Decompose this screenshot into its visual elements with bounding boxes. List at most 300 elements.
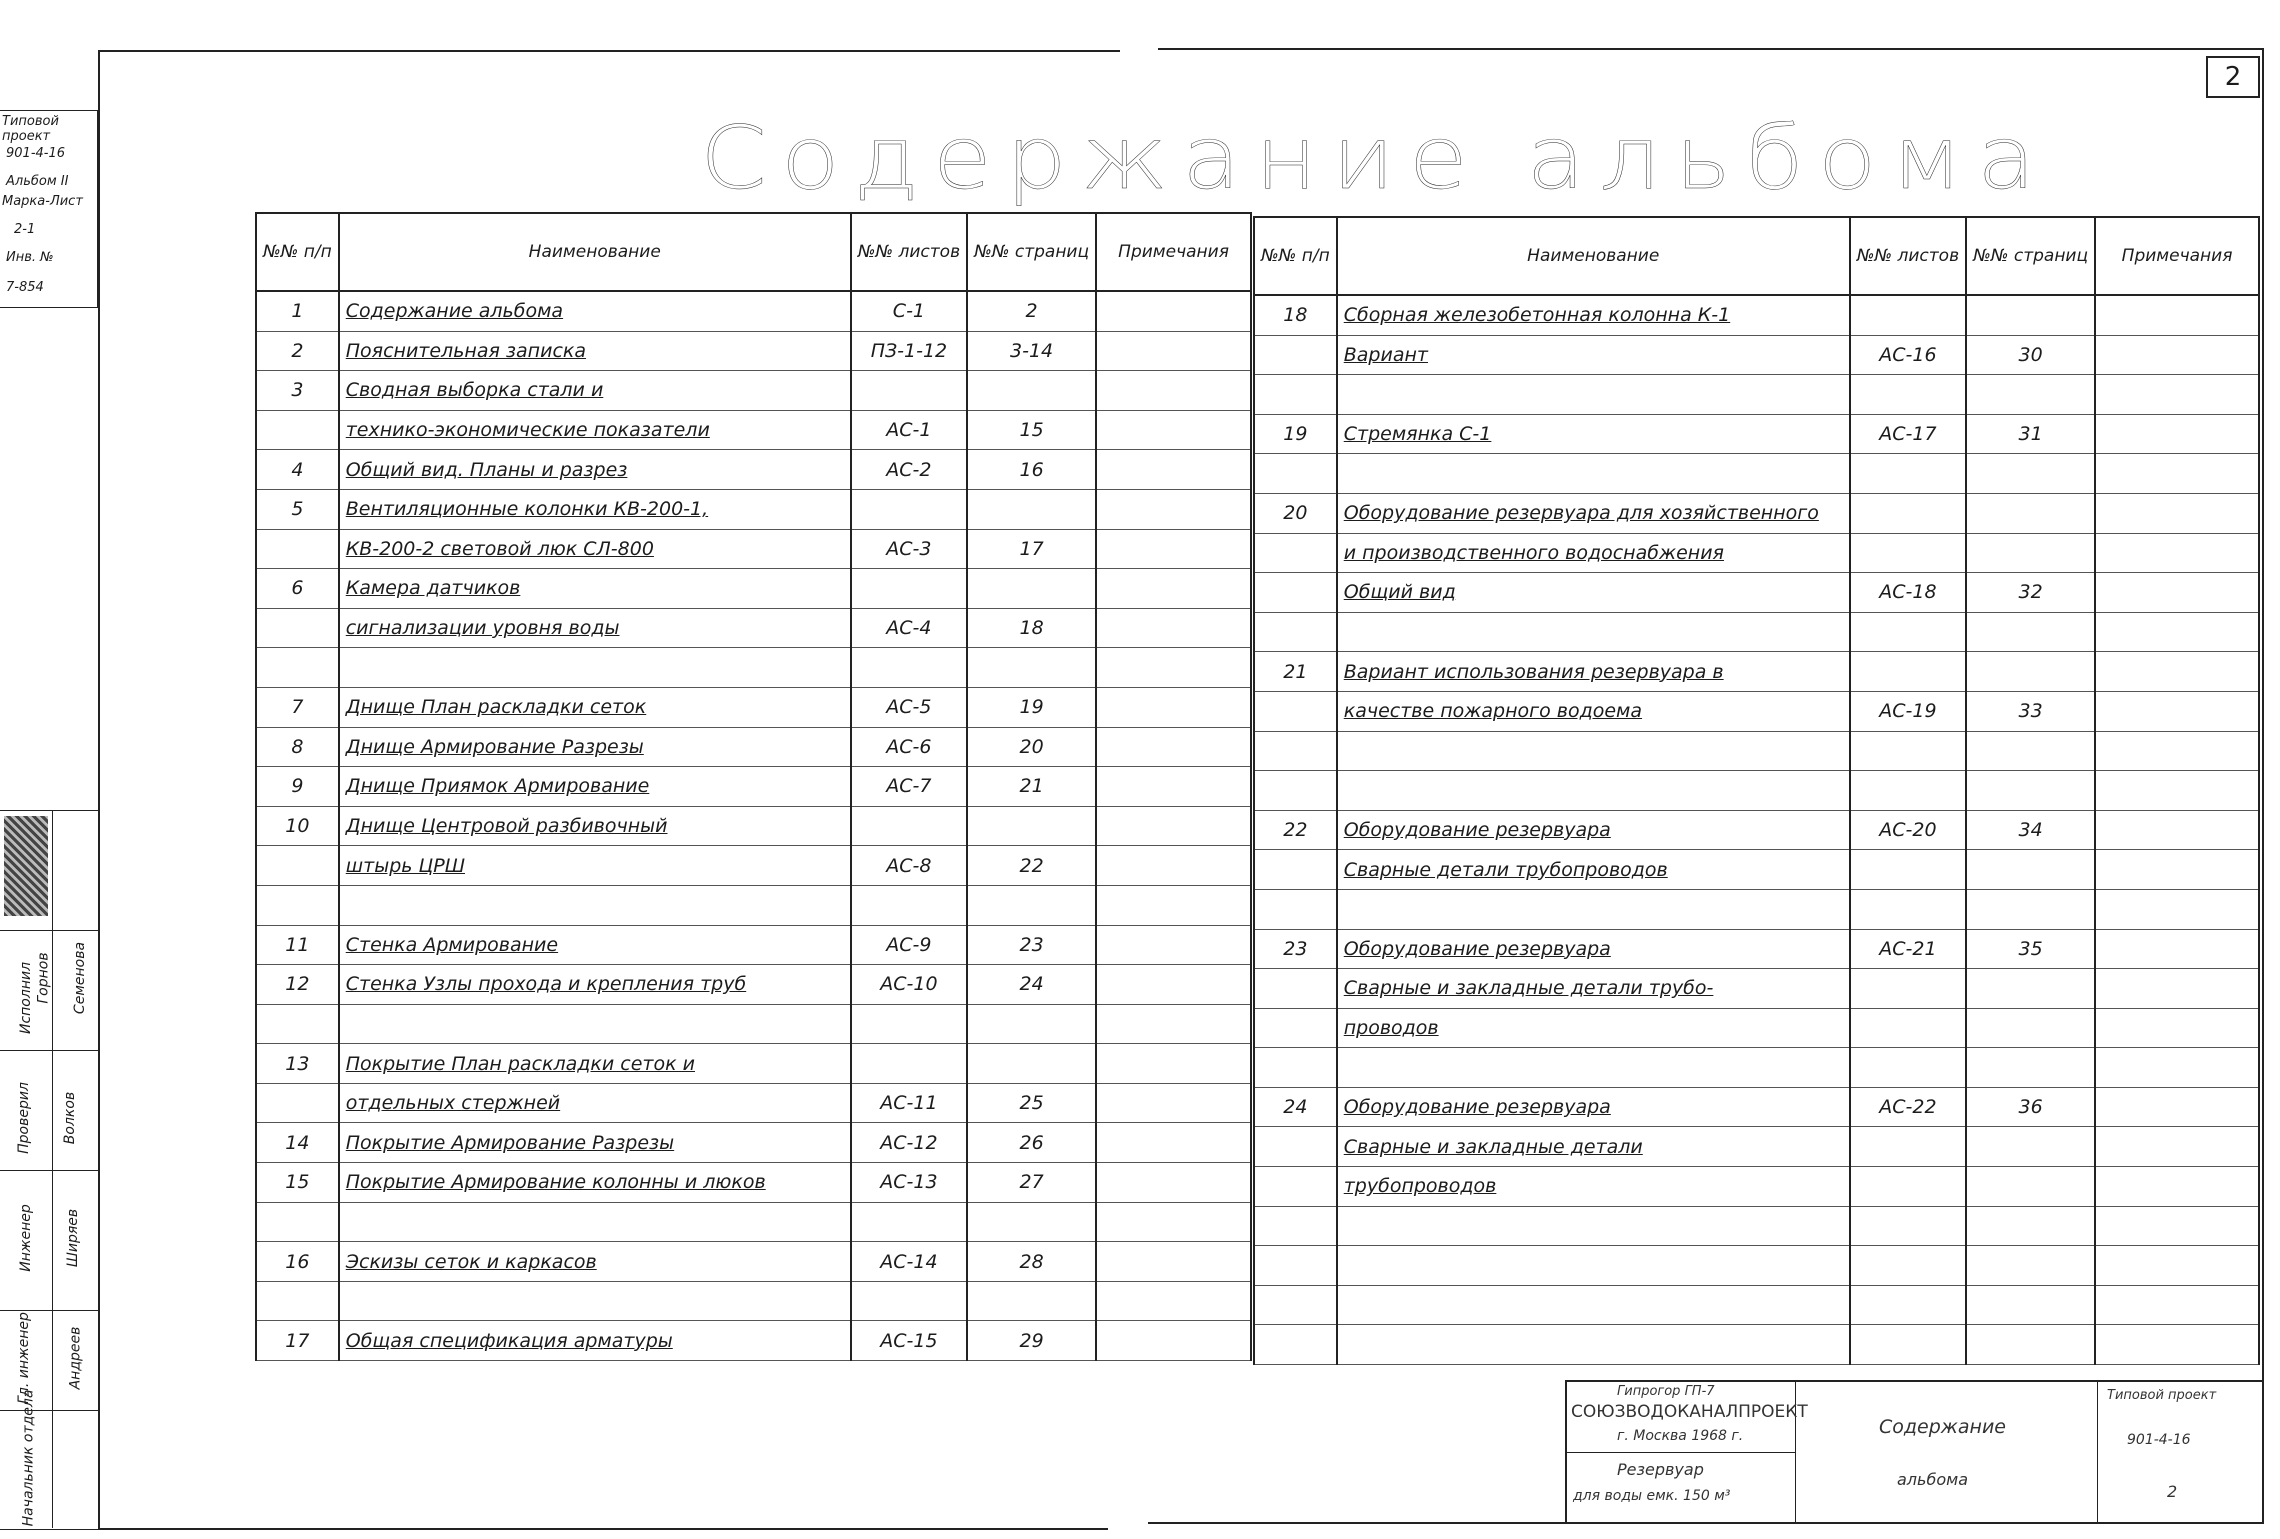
row-name bbox=[1337, 1127, 1850, 1167]
row-page bbox=[967, 608, 1096, 648]
row-page bbox=[967, 767, 1096, 807]
row-page bbox=[967, 410, 1096, 450]
row-sheet bbox=[851, 1004, 967, 1044]
stamp-role-3: Инженер bbox=[17, 1204, 34, 1272]
row-name-text: Камера датчиков bbox=[345, 577, 521, 600]
table-row bbox=[256, 687, 1251, 727]
row-page bbox=[1966, 969, 2095, 1009]
row-number bbox=[1254, 493, 1337, 533]
title-block-object-line2: для воды емк. 150 м³ bbox=[1573, 1488, 1731, 1504]
row-page-text: 19 bbox=[1019, 696, 1044, 719]
row-number bbox=[256, 846, 339, 886]
stamp-role-5: Исполнил bbox=[18, 961, 35, 1035]
row-sheet bbox=[1850, 652, 1966, 692]
row-page bbox=[1966, 1285, 2095, 1325]
frame-top-left bbox=[98, 50, 1120, 52]
table-header-row bbox=[1254, 217, 2259, 295]
row-number bbox=[256, 648, 339, 688]
row-name bbox=[1337, 295, 1850, 335]
row-name bbox=[1337, 493, 1850, 533]
contents-table-right bbox=[1253, 216, 2260, 1365]
table-row bbox=[256, 1321, 1251, 1361]
table-row bbox=[256, 569, 1251, 609]
row-page bbox=[967, 1163, 1096, 1203]
title-block bbox=[1565, 1380, 2262, 1524]
row-note bbox=[1096, 371, 1251, 411]
row-name-text: Днище Армирование Разрезы bbox=[345, 735, 644, 758]
table-row bbox=[1254, 1048, 2259, 1088]
row-page bbox=[1966, 850, 2095, 890]
row-sheet bbox=[851, 727, 967, 767]
row-sheet bbox=[851, 885, 967, 925]
row-page-text: 2 bbox=[1025, 300, 1038, 323]
table-row bbox=[1254, 1167, 2259, 1207]
table-row bbox=[1254, 652, 2259, 692]
page-title: Содержание альбома bbox=[700, 108, 2050, 209]
row-sheet bbox=[851, 450, 967, 490]
row-sheet bbox=[851, 529, 967, 569]
row-page bbox=[967, 450, 1096, 490]
row-page bbox=[1966, 1048, 2095, 1088]
row-page bbox=[967, 1044, 1096, 1084]
row-name-text: Оборудование резервуара bbox=[1343, 937, 1611, 960]
row-note bbox=[2095, 454, 2259, 494]
row-page bbox=[1966, 1325, 2095, 1365]
table-row bbox=[256, 1004, 1251, 1044]
row-page bbox=[1966, 691, 2095, 731]
row-sheet bbox=[851, 965, 967, 1005]
row-page bbox=[1966, 1167, 2095, 1207]
table-row bbox=[1254, 375, 2259, 415]
row-number bbox=[1254, 731, 1337, 771]
row-name bbox=[1337, 375, 1850, 415]
row-page-text: 22 bbox=[1019, 854, 1044, 877]
row-sheet bbox=[851, 767, 967, 807]
row-name bbox=[1337, 454, 1850, 494]
row-sheet bbox=[1850, 1167, 1966, 1207]
table-row bbox=[256, 489, 1251, 529]
row-note bbox=[1096, 1123, 1251, 1163]
stamp-role-2: Гл. инженер bbox=[15, 1312, 32, 1404]
title-block-sheet-title-2: альбома bbox=[1897, 1470, 1968, 1489]
row-page-text: 20 bbox=[1019, 735, 1044, 758]
row-name-text: Сборная железобетонная колонна К-1 bbox=[1343, 304, 1731, 327]
row-page bbox=[1966, 810, 2095, 850]
row-number bbox=[256, 331, 339, 371]
row-name-text: Покрытие Армирование Разрезы bbox=[345, 1131, 675, 1154]
row-number bbox=[1254, 810, 1337, 850]
row-name-text: Покрытие План раскладки сеток и bbox=[345, 1052, 695, 1075]
row-note bbox=[2095, 612, 2259, 652]
row-page bbox=[967, 1083, 1096, 1123]
row-name bbox=[1337, 652, 1850, 692]
row-number bbox=[256, 965, 339, 1005]
row-number-text: 17 bbox=[285, 1329, 310, 1352]
row-note bbox=[1096, 1083, 1251, 1123]
row-sheet bbox=[1850, 573, 1966, 613]
table-row bbox=[1254, 1285, 2259, 1325]
row-number bbox=[1254, 969, 1337, 1009]
row-number bbox=[1254, 1285, 1337, 1325]
row-page bbox=[1966, 414, 2095, 454]
row-note bbox=[1096, 410, 1251, 450]
row-page bbox=[1966, 889, 2095, 929]
row-sheet bbox=[851, 608, 967, 648]
row-number bbox=[1254, 652, 1337, 692]
row-number bbox=[1254, 691, 1337, 731]
row-number-text: 8 bbox=[291, 735, 304, 758]
row-sheet bbox=[851, 1281, 967, 1321]
row-page bbox=[967, 925, 1096, 965]
row-number bbox=[256, 767, 339, 807]
row-page-text: 36 bbox=[2018, 1096, 2043, 1119]
table-row bbox=[256, 529, 1251, 569]
row-name bbox=[1337, 1167, 1850, 1207]
table-row bbox=[1254, 1127, 2259, 1167]
frame-right bbox=[2262, 48, 2264, 1523]
row-sheet-text: АС-17 bbox=[1879, 423, 1937, 446]
row-sheet-text: ПЗ-1-12 bbox=[870, 339, 948, 362]
row-note bbox=[1096, 925, 1251, 965]
row-page bbox=[1966, 1246, 2095, 1286]
row-sheet bbox=[851, 846, 967, 886]
row-note bbox=[1096, 1044, 1251, 1084]
row-name bbox=[339, 371, 851, 411]
table-row bbox=[1254, 454, 2259, 494]
row-name bbox=[339, 450, 851, 490]
row-page-text: 32 bbox=[2018, 581, 2043, 604]
row-name-text: Общий вид bbox=[1343, 581, 1456, 604]
row-sheet bbox=[1850, 691, 1966, 731]
header-name: Наименование bbox=[1337, 217, 1850, 295]
row-name-text: Покрытие Армирование колонны и люков bbox=[345, 1171, 766, 1194]
row-name bbox=[339, 1242, 851, 1282]
row-note bbox=[1096, 450, 1251, 490]
row-number bbox=[256, 1044, 339, 1084]
row-name bbox=[1337, 1325, 1850, 1365]
row-number-text: 15 bbox=[285, 1171, 310, 1194]
row-page-text: 25 bbox=[1019, 1092, 1044, 1115]
row-name-text: Днище Центровой разбивочный bbox=[345, 815, 668, 838]
row-sheet bbox=[1850, 889, 1966, 929]
row-sheet bbox=[851, 687, 967, 727]
table-row bbox=[256, 1202, 1251, 1242]
row-page bbox=[1966, 533, 2095, 573]
row-name bbox=[1337, 533, 1850, 573]
row-name bbox=[339, 1004, 851, 1044]
row-number bbox=[1254, 454, 1337, 494]
stamp-name-2: Ширяев bbox=[65, 1208, 82, 1268]
stamp-inv-label: Инв. № bbox=[6, 250, 54, 265]
row-name-text: штырь ЦРШ bbox=[345, 854, 466, 877]
row-name bbox=[339, 608, 851, 648]
row-note bbox=[1096, 1163, 1251, 1203]
row-page bbox=[1966, 1008, 2095, 1048]
row-name bbox=[339, 885, 851, 925]
row-page-text: 29 bbox=[1019, 1329, 1044, 1352]
row-name bbox=[1337, 810, 1850, 850]
row-note bbox=[1096, 331, 1251, 371]
row-number bbox=[1254, 1325, 1337, 1365]
row-number bbox=[1254, 1008, 1337, 1048]
row-note bbox=[2095, 1246, 2259, 1286]
table-row bbox=[1254, 731, 2259, 771]
row-page-text: 21 bbox=[1019, 775, 1044, 798]
row-page-text: 26 bbox=[1019, 1131, 1044, 1154]
row-number bbox=[256, 727, 339, 767]
row-page bbox=[1966, 731, 2095, 771]
row-page bbox=[967, 291, 1096, 331]
row-number-text: 5 bbox=[291, 498, 304, 521]
row-name-text: Общая спецификация арматуры bbox=[345, 1329, 673, 1352]
row-page bbox=[967, 1281, 1096, 1321]
row-note bbox=[2095, 295, 2259, 335]
row-name bbox=[1337, 573, 1850, 613]
row-note bbox=[2095, 414, 2259, 454]
header-sheets: №№ листов bbox=[1850, 217, 1966, 295]
row-name bbox=[339, 1163, 851, 1203]
row-number bbox=[256, 885, 339, 925]
row-number-text: 13 bbox=[285, 1052, 310, 1075]
row-number bbox=[1254, 1087, 1337, 1127]
row-number bbox=[1254, 929, 1337, 969]
table-row bbox=[256, 727, 1251, 767]
table-row bbox=[1254, 771, 2259, 811]
row-sheet-text: АС-21 bbox=[1879, 937, 1937, 960]
row-number bbox=[256, 291, 339, 331]
row-sheet-text: АС-6 bbox=[886, 735, 932, 758]
row-number-text: 14 bbox=[285, 1131, 310, 1154]
row-sheet bbox=[851, 1123, 967, 1163]
table-row bbox=[1254, 414, 2259, 454]
row-note bbox=[2095, 1285, 2259, 1325]
row-sheet bbox=[851, 1163, 967, 1203]
row-number-text: 20 bbox=[1283, 502, 1308, 525]
row-name bbox=[1337, 929, 1850, 969]
row-name bbox=[339, 806, 851, 846]
title-block-org-line2: СОЮЗВОДОКАНАЛПРОЕКТ bbox=[1571, 1402, 1808, 1422]
row-sheet-text: АС-12 bbox=[880, 1131, 938, 1154]
row-page bbox=[967, 687, 1096, 727]
header-num: №№ п/п bbox=[1254, 217, 1337, 295]
row-name-text: Сварные и закладные детали bbox=[1343, 1135, 1643, 1158]
stamp-album: Альбом II bbox=[6, 174, 69, 189]
row-sheet bbox=[1850, 810, 1966, 850]
side-stamp-bottom bbox=[0, 810, 100, 1530]
row-name-text: Пояснительная записка bbox=[345, 339, 587, 362]
row-number-text: 19 bbox=[1283, 423, 1308, 446]
row-page bbox=[967, 806, 1096, 846]
row-page bbox=[967, 371, 1096, 411]
row-page-text: 15 bbox=[1019, 419, 1044, 442]
frame-bottom-left bbox=[98, 1528, 1108, 1530]
title-block-stage: Типовой проект bbox=[2107, 1388, 2217, 1403]
row-page bbox=[1966, 1206, 2095, 1246]
row-page bbox=[1966, 375, 2095, 415]
row-name bbox=[339, 529, 851, 569]
table-row bbox=[1254, 335, 2259, 375]
row-name bbox=[339, 1083, 851, 1123]
header-notes: Примечания bbox=[1096, 213, 1251, 291]
row-sheet bbox=[1850, 1285, 1966, 1325]
row-note bbox=[1096, 648, 1251, 688]
row-sheet bbox=[1850, 335, 1966, 375]
table-row bbox=[256, 450, 1251, 490]
row-number bbox=[256, 925, 339, 965]
row-sheet-text: АС-3 bbox=[886, 537, 932, 560]
title-block-org-line1: Гипрогор ГП-7 bbox=[1617, 1384, 1715, 1399]
stamp-name-4: Горнов bbox=[35, 952, 52, 1004]
row-number bbox=[1254, 375, 1337, 415]
table-row bbox=[256, 1044, 1251, 1084]
row-number bbox=[1254, 771, 1337, 811]
table-row bbox=[256, 608, 1251, 648]
row-page bbox=[1966, 573, 2095, 613]
row-number bbox=[256, 1321, 339, 1361]
row-note bbox=[1096, 1321, 1251, 1361]
row-sheet-text: АС-7 bbox=[886, 775, 932, 798]
row-number bbox=[256, 371, 339, 411]
stamp-seal bbox=[4, 816, 48, 916]
table-row bbox=[1254, 295, 2259, 335]
row-sheet-text: АС-18 bbox=[1879, 581, 1937, 604]
row-note bbox=[2095, 810, 2259, 850]
row-page-text: 33 bbox=[2018, 700, 2043, 723]
row-number bbox=[256, 1202, 339, 1242]
row-name bbox=[1337, 1048, 1850, 1088]
row-name bbox=[1337, 731, 1850, 771]
row-page-text: 34 bbox=[2018, 819, 2043, 842]
header-pages: №№ страниц bbox=[967, 213, 1096, 291]
row-number-text: 22 bbox=[1283, 819, 1308, 842]
row-name bbox=[339, 648, 851, 688]
row-note bbox=[2095, 850, 2259, 890]
row-sheet-text: АС-22 bbox=[1879, 1096, 1937, 1119]
row-number-text: 6 bbox=[291, 577, 304, 600]
row-name bbox=[339, 1044, 851, 1084]
row-note bbox=[1096, 767, 1251, 807]
row-number bbox=[1254, 612, 1337, 652]
row-number bbox=[256, 410, 339, 450]
row-sheet bbox=[1850, 1008, 1966, 1048]
row-sheet bbox=[1850, 929, 1966, 969]
row-sheet-text: АС-13 bbox=[880, 1171, 938, 1194]
row-page bbox=[967, 1242, 1096, 1282]
row-note bbox=[1096, 965, 1251, 1005]
stamp-mark-value: 2-1 bbox=[14, 222, 36, 237]
stamp-inv-value: 7-854 bbox=[6, 280, 44, 295]
row-name-text: Вентиляционные колонки КВ-200-1, bbox=[345, 498, 709, 521]
row-number-text: 12 bbox=[285, 973, 310, 996]
row-name-text: отдельных стержней bbox=[345, 1092, 561, 1115]
row-name bbox=[1337, 612, 1850, 652]
row-number-text: 18 bbox=[1283, 304, 1308, 327]
row-number bbox=[256, 450, 339, 490]
table-row bbox=[1254, 1325, 2259, 1365]
row-page-text: 28 bbox=[1019, 1250, 1044, 1273]
row-note bbox=[2095, 731, 2259, 771]
table-row bbox=[1254, 691, 2259, 731]
row-page bbox=[1966, 1087, 2095, 1127]
row-sheet bbox=[1850, 375, 1966, 415]
table-row bbox=[256, 1281, 1251, 1321]
row-sheet bbox=[851, 648, 967, 688]
row-name-text: качестве пожарного водоема bbox=[1343, 700, 1643, 723]
row-sheet bbox=[851, 1321, 967, 1361]
row-sheet bbox=[1850, 969, 1966, 1009]
row-number bbox=[1254, 889, 1337, 929]
row-sheet bbox=[851, 1202, 967, 1242]
row-sheet bbox=[1850, 1246, 1966, 1286]
row-note bbox=[1096, 885, 1251, 925]
row-number bbox=[1254, 335, 1337, 375]
row-sheet-text: АС-16 bbox=[1879, 343, 1937, 366]
row-note bbox=[2095, 771, 2259, 811]
table-row bbox=[1254, 533, 2259, 573]
row-page bbox=[967, 529, 1096, 569]
row-note bbox=[1096, 529, 1251, 569]
table-row bbox=[256, 1163, 1251, 1203]
row-name bbox=[1337, 1246, 1850, 1286]
row-sheet-text: АС-4 bbox=[886, 617, 932, 640]
row-note bbox=[1096, 1202, 1251, 1242]
row-name-text: Вариант bbox=[1343, 343, 1428, 366]
row-name-text: Днище Приямок Армирование bbox=[345, 775, 650, 798]
table-row bbox=[256, 846, 1251, 886]
row-sheet bbox=[1850, 1206, 1966, 1246]
row-note bbox=[2095, 652, 2259, 692]
row-sheet bbox=[851, 291, 967, 331]
row-note bbox=[2095, 375, 2259, 415]
table-row bbox=[1254, 850, 2259, 890]
row-page bbox=[967, 965, 1096, 1005]
row-page bbox=[1966, 493, 2095, 533]
row-name bbox=[339, 291, 851, 331]
stamp-name-5: Семенова bbox=[72, 941, 89, 1015]
row-sheet bbox=[1850, 1087, 1966, 1127]
row-number bbox=[256, 569, 339, 609]
row-name bbox=[1337, 969, 1850, 1009]
row-page bbox=[1966, 771, 2095, 811]
row-sheet bbox=[1850, 414, 1966, 454]
title-block-org-city: г. Москва 1968 г. bbox=[1617, 1428, 1744, 1444]
row-number bbox=[256, 1281, 339, 1321]
row-number bbox=[1254, 1167, 1337, 1207]
row-page-text: 35 bbox=[2018, 937, 2043, 960]
row-name-text: Оборудование резервуара bbox=[1343, 1096, 1611, 1119]
table-row bbox=[1254, 1087, 2259, 1127]
header-sheets: №№ листов bbox=[851, 213, 967, 291]
row-note bbox=[1096, 846, 1251, 886]
row-name bbox=[1337, 335, 1850, 375]
table-row bbox=[256, 885, 1251, 925]
row-name bbox=[1337, 850, 1850, 890]
row-name bbox=[339, 846, 851, 886]
row-name bbox=[339, 331, 851, 371]
contents-table-left bbox=[255, 212, 1252, 1361]
table-row bbox=[256, 410, 1251, 450]
row-sheet-text: АС-2 bbox=[886, 458, 932, 481]
title-block-object-line1: Резервуар bbox=[1617, 1460, 1704, 1479]
row-name bbox=[339, 727, 851, 767]
row-name-text: Днище План раскладки сеток bbox=[345, 696, 647, 719]
stamp-mark-label: Марка-Лист bbox=[2, 194, 83, 209]
row-number bbox=[256, 608, 339, 648]
row-page bbox=[967, 846, 1096, 886]
row-name bbox=[339, 1281, 851, 1321]
row-page bbox=[967, 489, 1096, 529]
row-number-text: 24 bbox=[1283, 1096, 1308, 1119]
